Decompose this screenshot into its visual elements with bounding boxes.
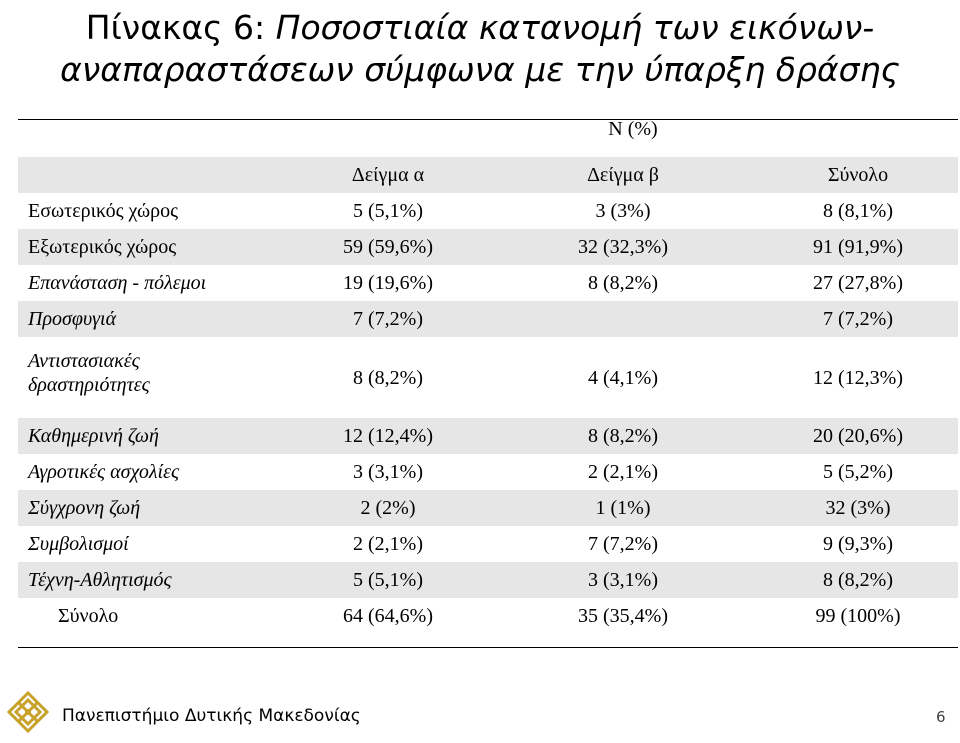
total-row: Σύνολο 64 (64,6%) 35 (35,4%) 99 (100%) <box>58 604 901 627</box>
title-line-2: αναπαραστάσεων σύμφωνα με την ύπαρξη δράσης <box>60 50 900 89</box>
table-row: Εξωτερικός χώρος 59 (59,6%) 32 (32,3%) 91 (91,9%) <box>18 229 958 265</box>
n-percent-header: N (%) <box>608 118 658 140</box>
table-row: Αντιστασιακές δραστηριότητες 8 (8,2%) 4 (4,1%) 12 (12,3%) <box>28 350 903 396</box>
table-bottom-border <box>18 647 958 648</box>
col-sample-a: Δείγμα α <box>351 163 425 186</box>
table-row: Προσφυγιά 7 (7,2%) 7 (7,2%) <box>18 301 958 337</box>
university-name: Πανεπιστήμιο Δυτικής Μακεδονίας <box>62 706 361 726</box>
table-top-border <box>18 119 958 120</box>
university-logo-icon <box>6 690 50 734</box>
table-row: Τέχνη-Αθλητισμός 5 (5,1%) 3 (3,1%) 8 (8,2%) <box>18 562 958 598</box>
col-sample-b: Δείγμα β <box>587 163 659 186</box>
table-row: Συμβολισμοί 2 (2,1%) 7 (7,2%) 9 (9,3%) <box>28 532 893 555</box>
column-header-row <box>18 157 958 193</box>
title-italic: Ποσοστιαία κατανομή των εικόνων- <box>275 8 875 47</box>
table-row: Εσωτερικός χώρος 5 (5,1%) 3 (3%) 8 (8,1%) <box>28 199 893 222</box>
col-total: Σύνολο <box>827 163 889 186</box>
title-line-1 <box>0 4 960 52</box>
page-number: 6 <box>936 708 946 726</box>
table-row: Καθημερινή ζωή 12 (12,4%) 8 (8,2%) 20 (20,6%) <box>18 418 958 454</box>
table-row: Αγροτικές ασχολίες 3 (3,1%) 2 (2,1%) 5 (5,2%) <box>28 460 893 483</box>
table-row: Σύγχρονη ζωή 2 (2%) 1 (1%) 32 (3%) <box>18 490 958 526</box>
table-row: Επανάσταση - πόλεμοι 19 (19,6%) 8 (8,2%) 27 (27,8%) <box>28 271 903 294</box>
title-prefix: Πίνακας 6: <box>85 8 276 47</box>
